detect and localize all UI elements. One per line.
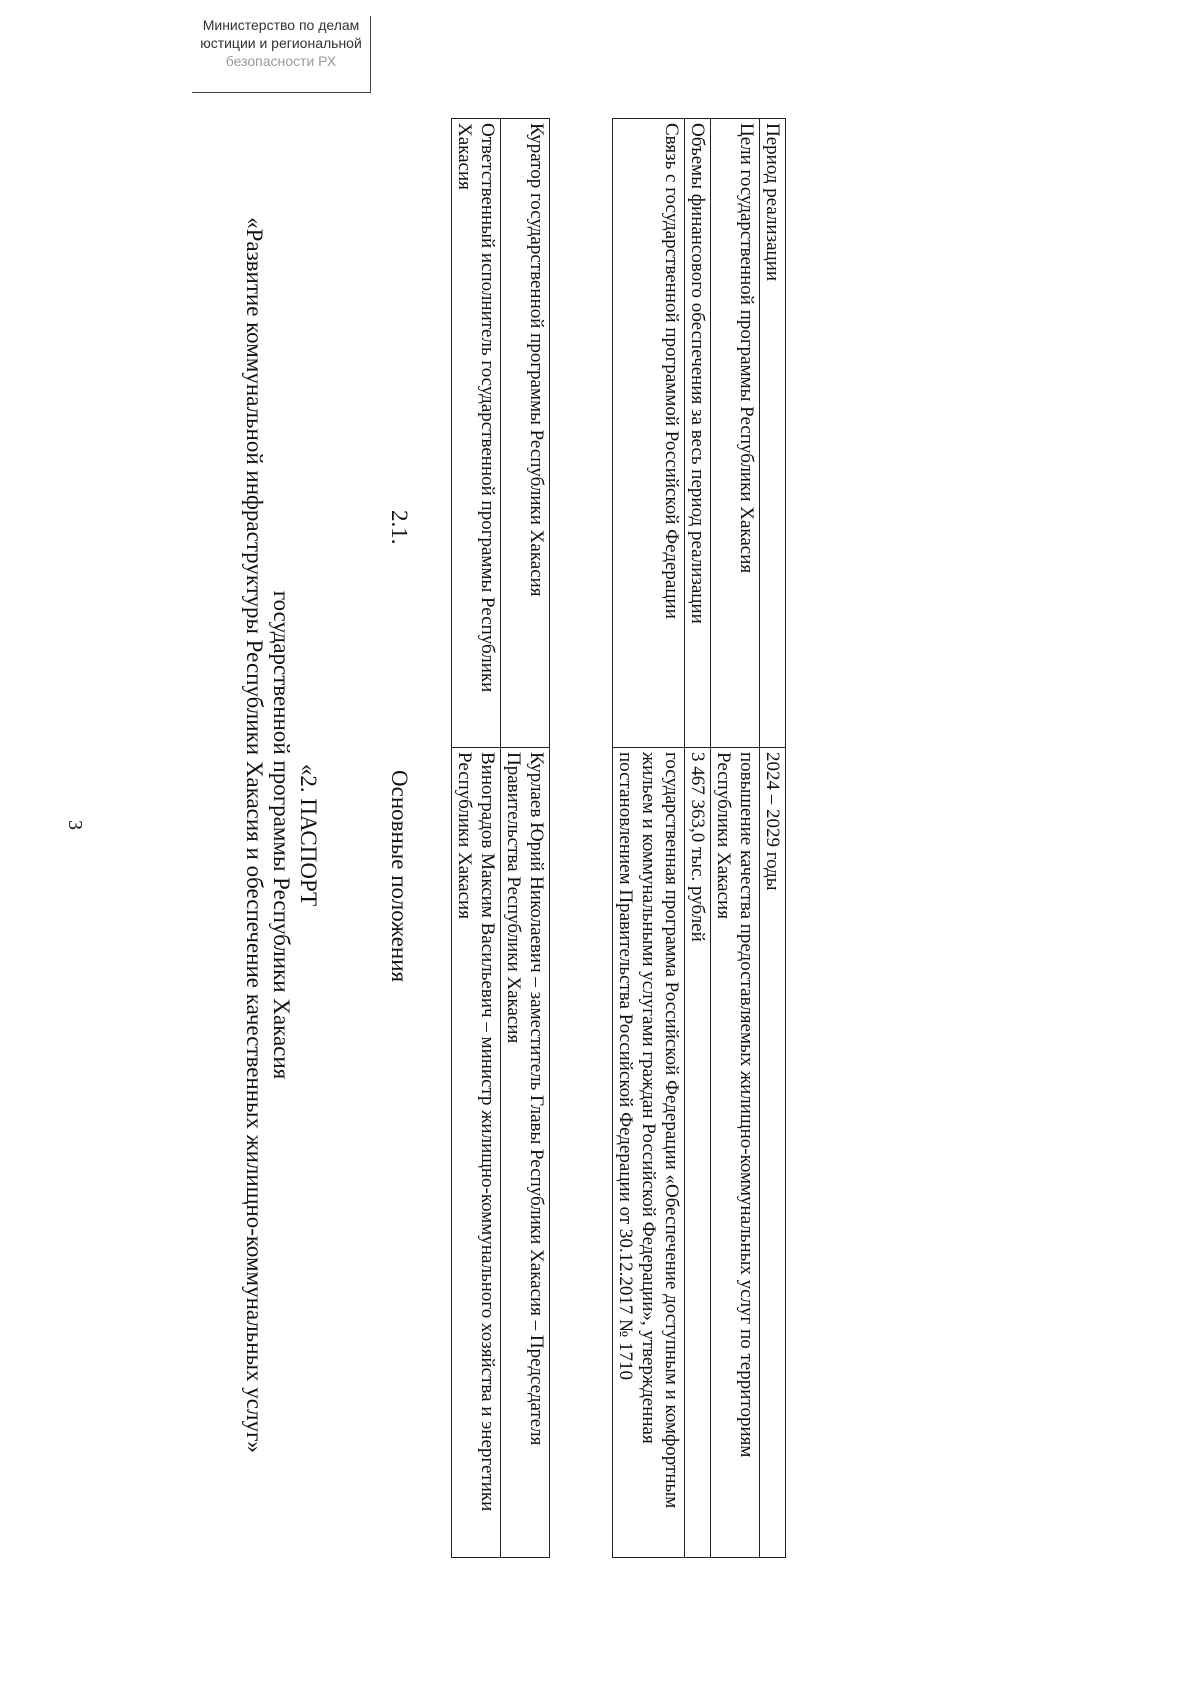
responsible-persons-table	[451, 118, 550, 1558]
table-row	[711, 119, 760, 1558]
table-cell-value: Виноградов Максим Васильевич – министр жилищно-коммунального хозяйства и энергетики Республики Хакасия	[452, 748, 501, 1558]
table-cell-label: Куратор государственной программы Республики Хакасия	[501, 119, 550, 748]
title-line-2: государственной программы Республики Хакасия	[269, 590, 294, 1080]
table-row	[760, 119, 786, 1558]
table-cell-label: Объемы финансового обеспечения за весь период реализации	[685, 119, 711, 748]
table-cell-label: Связь с государственной программой Российской Федерации	[613, 119, 685, 748]
table-row	[613, 119, 685, 1558]
stamp-line-2: юстиции и региональной	[200, 35, 362, 51]
table-cell-value: 3 467 363,0 тыс. рублей	[685, 748, 711, 1558]
ministry-stamp	[192, 16, 371, 93]
page-number: 3	[64, 820, 86, 830]
table-row	[452, 119, 501, 1558]
section-number: 2.1.	[387, 510, 412, 545]
table-row	[501, 119, 550, 1558]
table-cell-value: 2024 – 2029 годы	[760, 748, 786, 1558]
section-heading: Основные положения	[387, 770, 412, 983]
program-parameters-table	[612, 118, 786, 1558]
title-line-3: «Развитие коммунальной инфраструктуры Республики Хакасия и обеспечение качественных жилищно-коммунальных услуг»	[242, 217, 267, 1453]
stamp-line-3: безопасности РХ	[225, 53, 337, 69]
document-title	[241, 90, 322, 1580]
stamp-line-1: Министерство по делам	[202, 17, 360, 33]
table-row	[685, 119, 711, 1558]
table-cell-value: Курлаев Юрий Николаевич – заместитель Главы Республики Хакасия – Председателя Правительства Республики Хакасия	[501, 748, 550, 1558]
table-cell-value: государственная программа Российской Федерации «Обеспечение доступным и комфортным жильем и коммунальными услугами граждан Российской Федерации», утвержденная постановлением Правительства Российской Федерации от 30.12.2017 № 1710	[613, 748, 685, 1558]
table-cell-label: Ответственный исполнитель государственной программы Республики Хакасия	[452, 119, 501, 748]
title-line-1: «2. ПАСПОРТ	[296, 763, 321, 907]
table-cell-value: повышение качества предоставляемых жилищно-коммунальных услуг по территориям Республики Хакасия	[711, 748, 760, 1558]
table-cell-label: Цели государственной программы Республики Хакасия	[711, 119, 760, 748]
table-cell-label: Период реализации	[760, 119, 786, 748]
